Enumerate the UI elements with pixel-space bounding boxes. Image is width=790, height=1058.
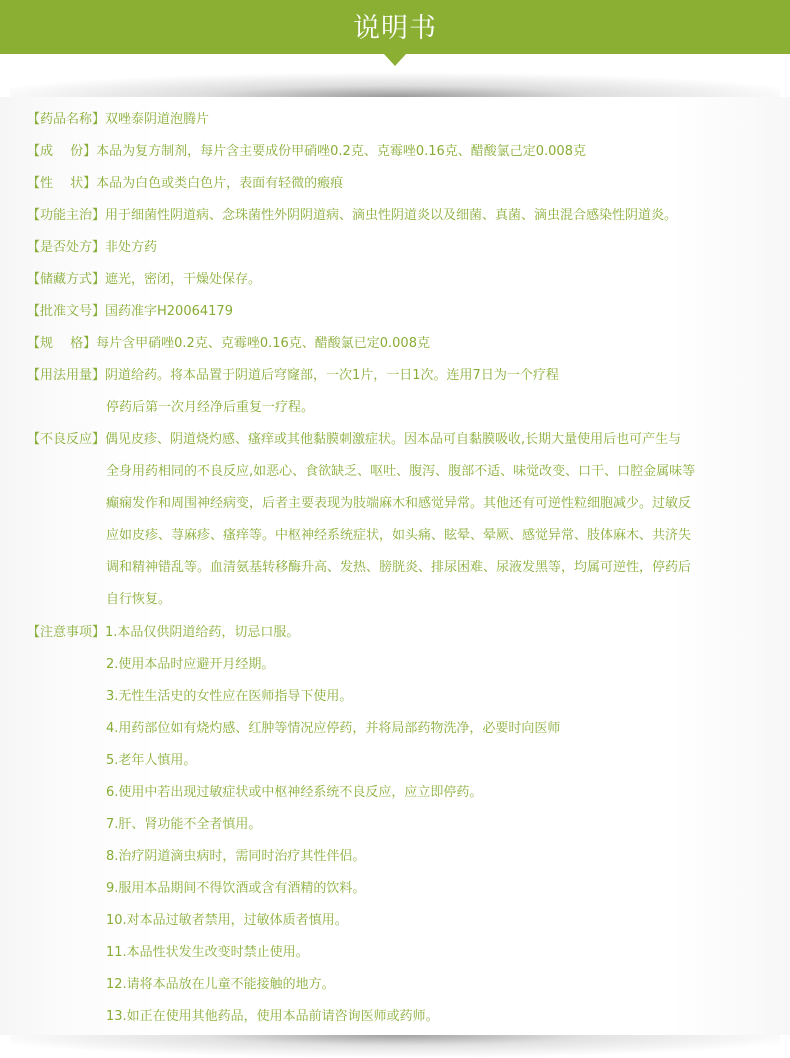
section-value: 双唑泰阴道泡腾片 [105,112,210,127]
section-label: 【规 格】 [27,336,97,351]
section-value-line: 偶见皮疹、阴道烧灼感、瘙痒或其他黏膜刺激症状。因本品可自黏膜吸收,长期大量使用后也可产生与 [105,432,682,447]
precaution-item: 8.治疗阴道滴虫病时，需同时治疗其性伴侣。 [106,849,366,864]
precaution-item: 10.对本品过敏者禁用，过敏体质者慎用。 [106,913,348,928]
bottom-shadow-divider [10,1035,780,1058]
section-label: 【药品名称】 [27,112,106,127]
precaution-item: 5.老年人慎用。 [106,753,197,768]
section-indications [27,208,677,224]
adverse-line: 全身用药相同的不良反应,如恶心、食欲缺乏、呕吐、腹泻、腹部不适、味觉改变、口干、口腔金属味等 [106,464,696,479]
section-approval-number [27,304,233,320]
adverse-line: 应如皮疹、荨麻疹、瘙痒等。中枢神经系统症状，如头痛、眩晕、晕厥、感觉异常、肢体麻木、共济失 [106,528,692,543]
adverse-line: 自行恢复。 [106,592,172,607]
section-value: 国药准字H20064179 [105,304,233,319]
top-shadow-divider [10,72,780,97]
section-dosage-continuation: 停药后第一次月经净后重复一疗程。 [106,400,315,415]
section-precautions [27,625,299,641]
section-value: 非处方药 [105,240,158,255]
adverse-line: 调和精神错乱等。血清氨基转移酶升高、发热、膀胱炎、排尿困难、尿液发黑等，均属可逆性，停药后 [106,560,692,575]
section-dosage [27,368,559,384]
section-value: 每片含甲硝唑0.2克、克霉唑0.16克、醋酸氯已定0.008克 [96,336,430,351]
section-storage [27,272,261,288]
precaution-item: 4.用药部位如有烧灼感、红肿等情况应停药，并将局部药物洗净，必要时向医师 [106,721,561,736]
precaution-item: 11.本品性状发生改变时禁止使用。 [106,945,309,960]
section-appearance [27,176,343,192]
section-prescription [27,240,157,256]
section-value-line: 阴道给药。将本品置于阴道后穹窿部，一次1片，一日1次。连用7日为一个疗程 [105,368,559,383]
precaution-item: 12.请将本品放在儿童不能接触的地方。 [106,977,335,992]
section-value: 本品为白色或类白色片，表面有轻微的瘢痕 [96,176,344,191]
section-label: 【性 状】 [27,176,97,191]
adverse-line: 癫痫发作和周围神经病变，后者主要表现为肢端麻木和感觉异常。其他还有可逆性粒细胞减少。过敏反 [106,496,692,511]
section-label: 【注意事项】 [27,625,106,640]
section-value: 本品为复方制剂，每片含主要成份甲硝唑0.2克、克霉唑0.16克、醋酸氯己定0.008克 [96,144,586,159]
section-value: 遮光，密闭，干燥处保存。 [105,272,262,287]
precaution-item: 7.肝、肾功能不全者慎用。 [106,817,262,832]
section-label: 【用法用量】 [27,368,106,383]
section-value: 用于细菌性阴道病、念珠菌性外阴阴道病、滴虫性阴道炎以及细菌、真菌、滴虫混合感染性阴道炎。 [105,208,678,223]
section-label: 【批准文号】 [27,304,106,319]
header-pointer-arrow [384,54,406,66]
header-bar [0,0,790,54]
precaution-item: 3.无性生活史的女性应在医师指导下使用。 [106,689,353,704]
section-composition [27,144,586,160]
section-label: 【成 份】 [27,144,97,159]
section-drug-name [27,112,209,128]
precaution-item: 9.服用本品期间不得饮酒或含有酒精的饮料。 [106,881,366,896]
precaution-item: 2.使用本品时应避开月经期。 [106,657,275,672]
section-label: 【储藏方式】 [27,272,106,287]
precaution-item: 6.使用中若出现过敏症状或中枢神经系统不良反应，应立即停药。 [106,785,483,800]
section-adverse-reactions [27,432,681,448]
precaution-item: 1.本品仅供阴道给药，切忌口服。 [105,625,300,640]
precaution-item: 13.如正在使用其他药品，使用本品前请咨询医师或药师。 [106,1009,439,1024]
section-specification [27,336,430,352]
section-label: 【不良反应】 [27,432,106,447]
section-label: 【是否处方】 [27,240,106,255]
page-title: 说明书 [353,12,437,44]
section-label: 【功能主治】 [27,208,106,223]
